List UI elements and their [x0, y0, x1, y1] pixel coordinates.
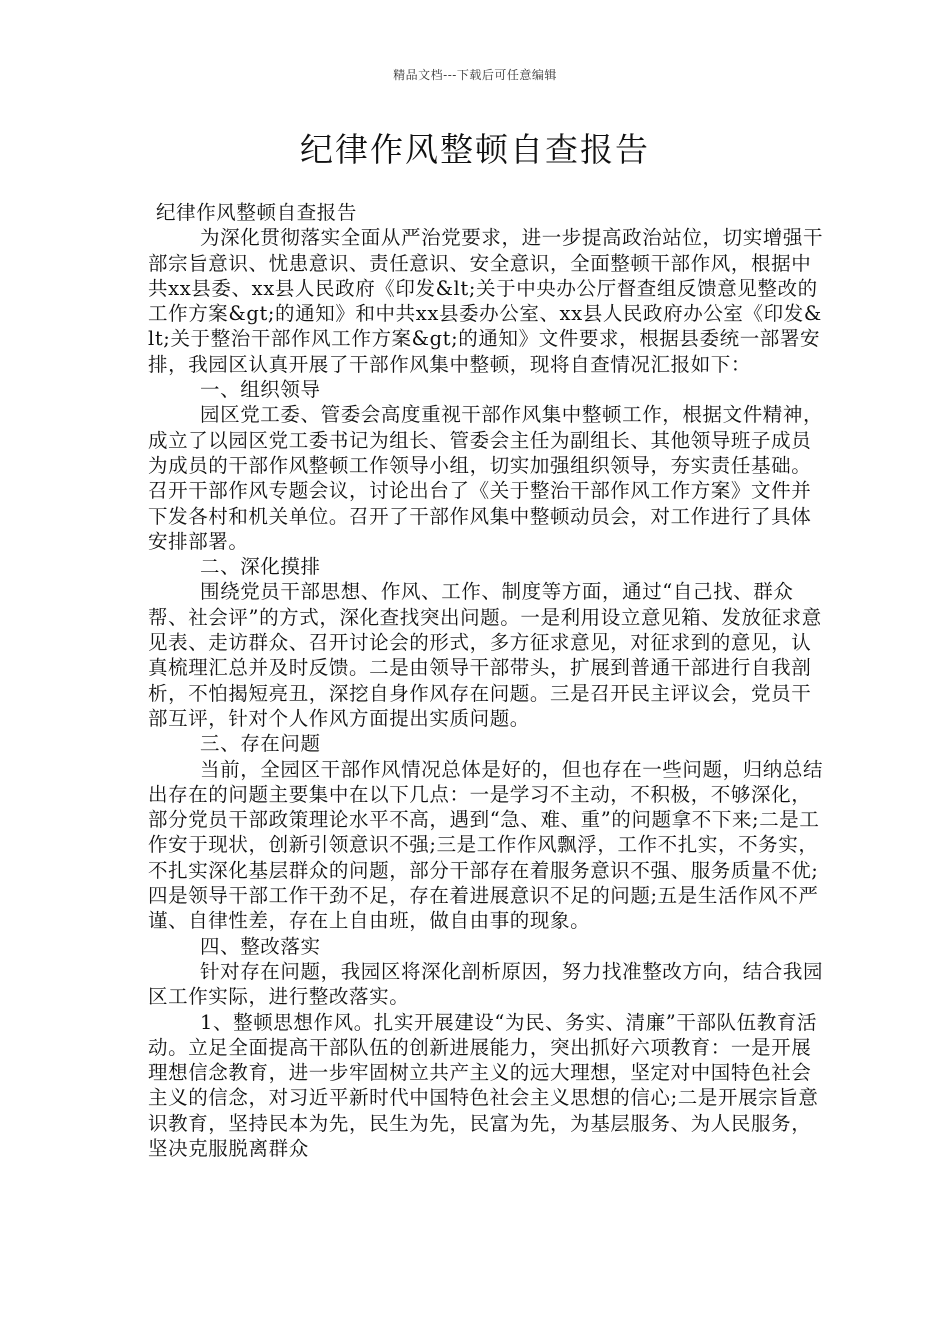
section-heading: 四、整改落实 — [200, 934, 321, 958]
body-paragraph: 为深化贯彻落实全面从严治党要求，进一步提高政治站位，切实增强干部宗旨意识、忧患意识、责任意识、安全意识，全面整顿干部作风，根据中共xx县委、xx县人民政府《印发&lt;关于中央办公厅督查组反馈意见整改的工作方案&gt;的通知》和中共xx县委办公室、xx县人民政府办公室《印发&lt;关于整治干部作风工作方案&gt;的通知》文件要求，根据县委统一部署安排，我园区认真开展了干部作风集中整顿，现将自查情况汇报如下： — [148, 226, 824, 376]
body-paragraph: 围绕党员干部思想、作风、工作、制度等方面，通过“自己找、群众帮、社会评”的方式，深化查找突出问题。一是利用设立意见箱、发放征求意见表、走访群众、召开讨论会的形式，多方征求意见，对征求到的意见，认真梳理汇总并及时反馈。二是由领导干部带头，扩展到普通干部进行自我剖析，不怕揭短亮丑，深挖自身作风存在问题。三是召开民主评议会，党员干部互评，针对个人作风方面提出实质问题。 — [148, 580, 822, 730]
body-paragraph: 针对存在问题，我园区将深化剖析原因，努力找准整改方向，结合我园区工作实际，进行整改落实。 — [148, 959, 824, 1009]
body-paragraph: 园区党工委、管委会高度重视干部作风集中整顿工作，根据文件精神，成立了以园区党工委书记为组长、管委会主任为副组长、其他领导班子成员为成员的干部作风整顿工作领导小组，切实加强组织领导，夯实责任基础。召开干部作风专题会议，讨论出台了《关于整治干部作风工作方案》文件并下发各村和机关单位。召开了干部作风集中整顿动员会，对工作进行了具体安排部署。 — [148, 403, 824, 553]
body-paragraph: 当前，全园区干部作风情况总体是好的，但也存在一些问题，归纳总结出存在的问题主要集中在以下几点：一是学习不主动，不积极，不够深化，部分党员干部政策理论水平不高，遇到“急、难、重”的问题拿不下来;二是工作安于现状，创新引领意识不强;三是工作作风飘浮，工作不扎实，不务实，不扎实深化基层群众的问题，部分干部存在着服务意识不强、服务质量不优;四是领导干部工作干劲不足，存在着进展意识不足的问题;五是生活作风不严谨、自律性差，存在上自由班，做自由事的现象。 — [148, 757, 824, 933]
header-note: 精品文档---下载后可任意编辑 — [393, 68, 557, 82]
section-heading: 二、深化摸排 — [200, 555, 321, 579]
document-body — [148, 200, 828, 1161]
document-title: 纪律作风整顿自查报告 — [300, 130, 650, 169]
section-heading: 三、存在问题 — [200, 732, 321, 756]
section-heading: 一、组织领导 — [200, 378, 321, 402]
body-paragraph: 1、整顿思想作风。扎实开展建设“为民、务实、清廉”干部队伍教育活动。立足全面提高干部队伍的创新进展能力，突出抓好六项教育：一是开展理想信念教育，进一步牢固树立共产主义的远大理想，坚定对中国特色社会主义的信念，对习近平新时代中国特色社会主义思想的信心;二是开展宗旨意识教育，坚持民本为先，民生为先，民富为先，为基层服务、为人民服务，坚决克服脱离群众 — [148, 1010, 819, 1160]
body-subtitle: 纪律作风整顿自查报告 — [156, 201, 358, 224]
